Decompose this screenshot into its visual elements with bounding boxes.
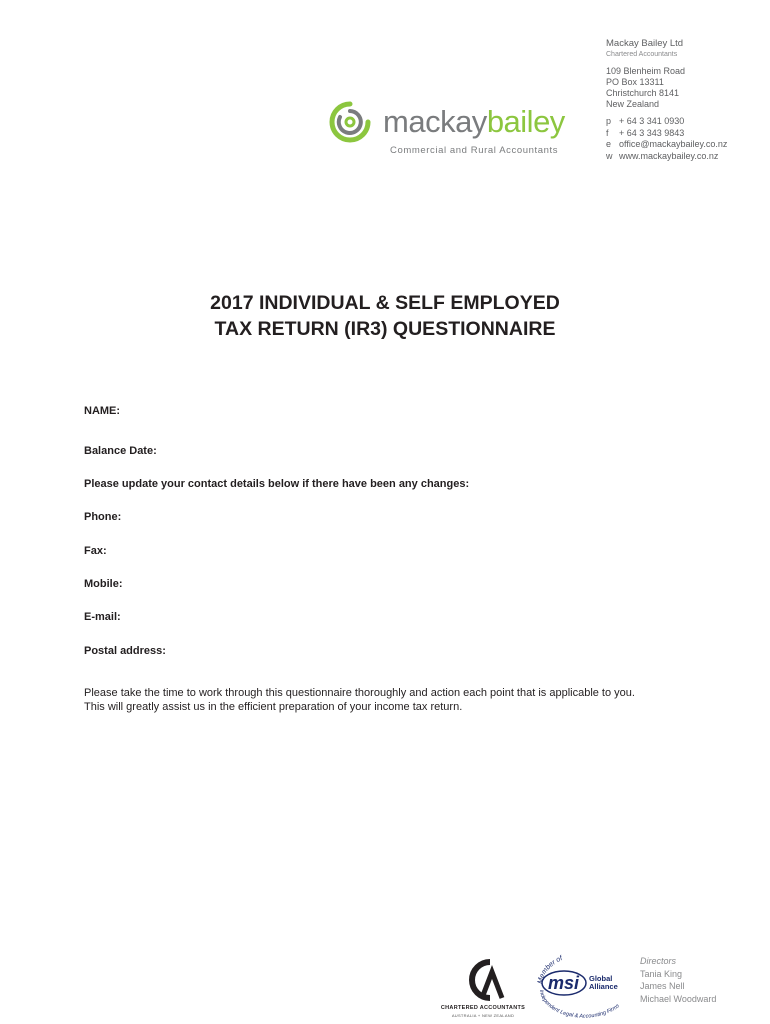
mobile-label: Mobile: <box>84 578 123 590</box>
website-key: w <box>606 150 613 161</box>
email-line <box>606 139 727 151</box>
instructions-line-1: Please take the time to work through this questionnaire thoroughly and action each point that is applicable to you. <box>84 687 635 699</box>
msi-name-text: msi <box>548 973 580 993</box>
website-line <box>606 151 727 163</box>
instructions-paragraph <box>84 686 635 714</box>
contact-lines <box>606 116 727 162</box>
phone-line <box>606 116 727 128</box>
address-line: PO Box 13311 <box>606 77 664 87</box>
msi-global-text: Global <box>589 974 613 983</box>
phone-value: + 64 3 341 0930 <box>619 116 685 126</box>
msi-alliance-text: Alliance <box>589 982 618 991</box>
company-name: Mackay Bailey Ltd <box>606 38 684 49</box>
title-line-1: 2017 INDIVIDUAL & SELF EMPLOYED <box>210 292 560 314</box>
website-link[interactable]: www.mackaybailey.co.nz <box>619 150 719 161</box>
ca-logo-subtext: AUSTRALIA + NEW ZEALAND <box>451 1013 515 1018</box>
fax-value: + 64 3 343 9843 <box>619 127 685 138</box>
msi-global-alliance-logo-icon <box>534 950 632 1020</box>
logo-word-mackay: mackay <box>383 104 487 139</box>
document-title <box>0 290 770 342</box>
name-label: NAME: <box>84 405 121 417</box>
title-line-2: TAX RETURN (IR3) QUESTIONNAIRE <box>214 318 556 340</box>
svg-text:Independent Legal & Accounting <box>538 990 621 1020</box>
ca-logo-text: CHARTERED ACCOUNTANTS <box>440 1005 526 1011</box>
directors-block <box>640 955 716 1005</box>
fax-key: f <box>606 127 609 138</box>
email-label: E-mail: <box>84 611 121 623</box>
fax-line <box>606 128 727 140</box>
directors-heading: Directors <box>640 956 677 966</box>
fax-label: Fax: <box>84 545 107 557</box>
address-block <box>606 66 727 110</box>
address-line: New Zealand <box>606 99 660 109</box>
phone-key: p <box>606 116 612 126</box>
director-name: Michael Woodward <box>640 993 717 1004</box>
email-key: e <box>606 139 612 149</box>
logo-tagline: Commercial and Rural Accountants <box>390 145 559 156</box>
logo-word-bailey: bailey <box>486 104 565 139</box>
mackaybailey-logo-icon <box>328 100 372 144</box>
address-line: Christchurch 8141 <box>606 88 680 98</box>
company-subtitle: Chartered Accountants <box>606 51 678 58</box>
director-name: Tania King <box>640 968 683 979</box>
phone-label: Phone: <box>84 511 122 523</box>
address-line: 109 Blenheim Road <box>606 66 686 76</box>
msi-member-text: Member of <box>536 955 564 985</box>
postal-address-label: Postal address: <box>84 645 166 657</box>
logo-wordmark <box>383 104 565 140</box>
email-link[interactable]: office@mackaybailey.co.nz <box>619 139 728 149</box>
balance-date-label: Balance Date: <box>84 445 157 457</box>
update-note: Please update your contact details below if there have been any changes: <box>84 478 470 490</box>
instructions-line-2: This will greatly assist us in the efficient preparation of your income tax return. <box>84 701 463 713</box>
msi-bottom-text: Independent Legal & Accounting Firms <box>537 989 621 1020</box>
director-name: James Nell <box>640 981 685 991</box>
contact-block <box>606 38 727 162</box>
